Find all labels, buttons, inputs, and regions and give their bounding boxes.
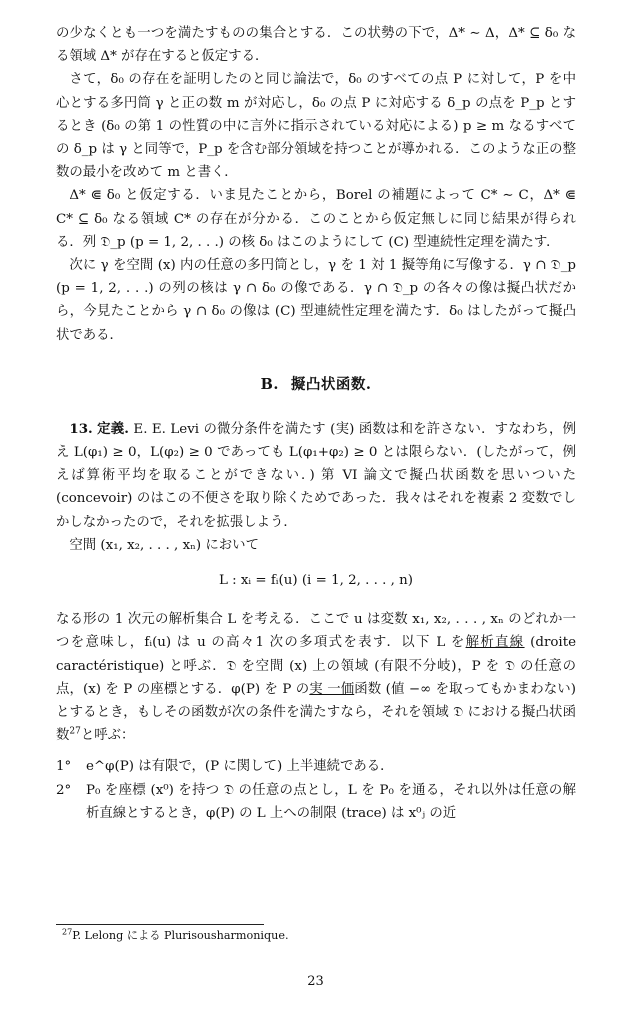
paragraph-1: の少なくとも一つを満たすものの集合とする．この状勢の下で，Δ* ∼ Δ，Δ* ⊆ δ₀ なる領域 Δ* が存在すると仮定する． xyxy=(56,26,576,65)
text-part-1: なる形の 1 次元の解析集合 L を考える．ここで u は変数 x₁, x₂, . . . , xₙ のどれか一つを意味し，fᵢ(u) は u の高々1 次の多項式を表す．以下 L を xyxy=(56,612,576,651)
definition-number: 13. xyxy=(69,420,93,437)
footnote-mark: 27 xyxy=(62,927,73,937)
condition-number: 2° xyxy=(56,782,72,798)
condition-text: e^φ(P) は有限で，(P に関して) 上半連続である． xyxy=(86,759,394,775)
paragraph-4: 次に γ を空間 (x) 内の任意の多円筒とし，γ を 1 対 1 擬等角に写像する．γ ∩ 𝔇_p (p = 1, 2, . . .) の列の核は γ ∩ δ₀ の像である．γ ∩ 𝔇_p の各々の像は擬凸状だから，今見たことから γ ∩ δ₀ の像は (C) 型連続性定理を満たす．δ₀ はしたがって擬凸状である． xyxy=(56,258,576,343)
space-line: 空間 (x₁, x₂, . . . , xₙ) において xyxy=(69,537,259,553)
text-part-4: と呼ぶ： xyxy=(80,728,135,744)
footnote-divider xyxy=(56,924,264,925)
condition-item xyxy=(56,779,576,825)
paragraph-after-formula xyxy=(56,608,576,747)
definition-heading: 定義. xyxy=(97,420,129,437)
term-analytic-line: 解析直線 xyxy=(465,635,525,651)
footnote-text: P. Lelong による Plurisousharmonique. xyxy=(72,929,289,942)
paragraph-2: さて，δ₀ の存在を証明したのと同じ論法で，δ₀ のすべての点 P に対して，P を中心とする多円筒 γ と正の数 m が対応し，δ₀ の点 P に対応する δ_p の点を P_p とするとき (δ₀ の第 1 の性質の中に言外に指示されている対応による) p ≥ m なるすべての δ_p は γ と同等で，P_p を含む部分領域を持つことが導かれる．このような正の整数の最小を改めて m と書く． xyxy=(56,72,576,181)
text-part-3: 函数 (値 −∞ を取ってもかまわない) とするとき，もしその函数が次の条件を満たすなら，それを領域 𝔇 における擬凸状函数 xyxy=(56,681,576,744)
section-title: 擬凸状函数. xyxy=(290,375,372,393)
condition-number: 1° xyxy=(56,759,72,775)
formula-line: L : xᵢ = fᵢ(u) (i = 1, 2, . . . , n) xyxy=(218,573,414,589)
footnote-reference: 27 xyxy=(69,726,81,737)
section-heading xyxy=(56,373,576,394)
conditions-list xyxy=(56,755,576,825)
condition-text: P₀ を座標 (x⁰) を持つ 𝔇 の任意の点とし，L を P₀ を通る，それ以外は任意の解析直線とするとき，φ(P) の L 上への制限 (trace) は x⁰ⱼ の近 xyxy=(86,782,576,821)
page-number: 23 xyxy=(307,974,324,989)
definition-text: E. E. Levi の微分条件を満たす (実) 函数は和を許さない．すなわち，例え L(φ₁) ≥ 0，L(φ₂) ≥ 0 であっても L(φ₁+φ₂) ≥ 0 とは限らない．(したがって，例えば算術平均を取ることができない．) 第 VI 論文で擬凸状函数を思いついた (concevoir) のはこの不便さを取り除くためであった．我々はそれを複素 2 変数でしかしなかったので，それを拡張しよう． xyxy=(56,421,576,530)
page-content xyxy=(56,22,576,825)
term-real-single-valued: 実 一価 xyxy=(309,681,355,697)
section-label: B. xyxy=(260,375,279,393)
text-part-2: (droite caractéristique) と呼ぶ．𝔇 を空間 (x) 上の領域 (有限不分岐)，P を 𝔇 の任意の点，(x) を P の座標とする．φ(P) を P の xyxy=(56,635,576,697)
condition-item xyxy=(56,755,576,778)
paragraph-3: Δ* ⋐ δ₀ と仮定する．いま見たことから，Borel の補題によって C* ∼ C，Δ* ⋐ C* ⊆ δ₀ なる領域 C* の存在が分かる．このことから仮定無しに同じ結果が得られる．列 𝔇_p (p = 1, 2, . . .) の核 δ₀ はこのようにして (C) 型連続性定理を満たす． xyxy=(56,188,576,250)
footnote xyxy=(62,928,289,944)
definition-paragraph xyxy=(56,418,576,534)
